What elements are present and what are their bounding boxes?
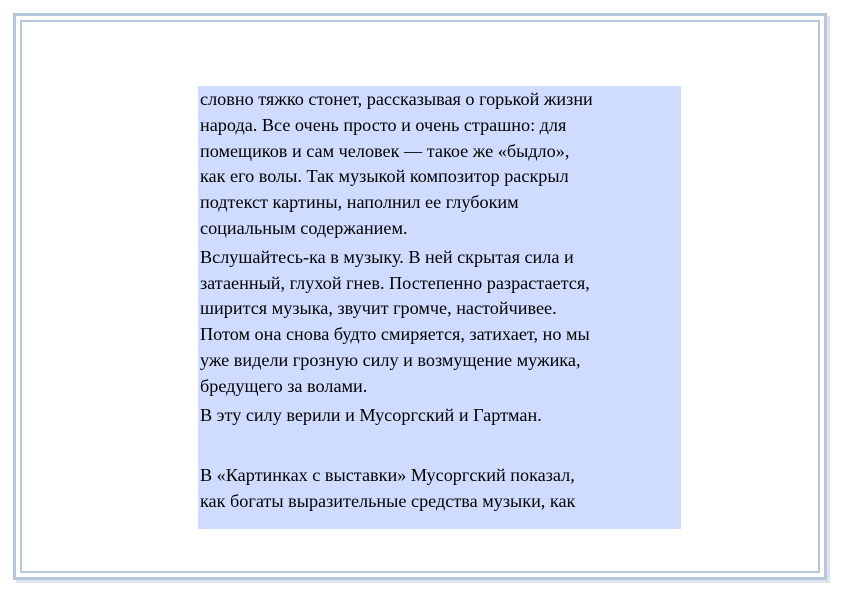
text-line: словно тяжко стонет, рассказывая о горькой жизни <box>200 89 593 109</box>
paragraph-4 <box>200 463 681 515</box>
text-line: ширится музыка, звучит громче, настойчивее. <box>200 298 557 319</box>
text-line: В эту силу верили и Мусоргский и Гартман. <box>200 404 542 425</box>
text-line: народа. Все очень просто и очень страшно: для <box>200 114 567 135</box>
text-line: как его волы. Так музыкой композитор раскрыл <box>200 166 569 187</box>
text-line: социальным содержанием. <box>200 217 408 238</box>
paragraph-gap <box>200 431 681 463</box>
paragraph-2 <box>200 245 681 400</box>
text-box <box>198 86 681 529</box>
text-line: помещиков и сам человек — такое же «быдло», <box>200 140 570 161</box>
text-line: Потом она снова будто смиряется, затихает, но мы <box>200 324 590 345</box>
frame-shadow-right <box>827 16 830 583</box>
paragraph-1 <box>200 87 681 242</box>
text-line: затаенный, глухой гнев. Постепенно разрастается, <box>200 272 590 293</box>
paragraph-3 <box>200 403 681 429</box>
text-line: бредущего за волами. <box>200 375 368 396</box>
text-line: уже видели грозную силу и возмущение мужика, <box>200 349 581 370</box>
text-line: подтекст картины, наполнил ее глубоким <box>200 192 519 213</box>
text-line: В «Картинках с выставки» Мусоргский показал, <box>200 465 575 486</box>
text-line: как богаты выразительные средства музыки, как <box>200 491 576 512</box>
text-line: Вслушайтесь-ка в музыку. В ней скрытая сила и <box>200 246 574 267</box>
frame-shadow-bottom <box>16 580 830 583</box>
